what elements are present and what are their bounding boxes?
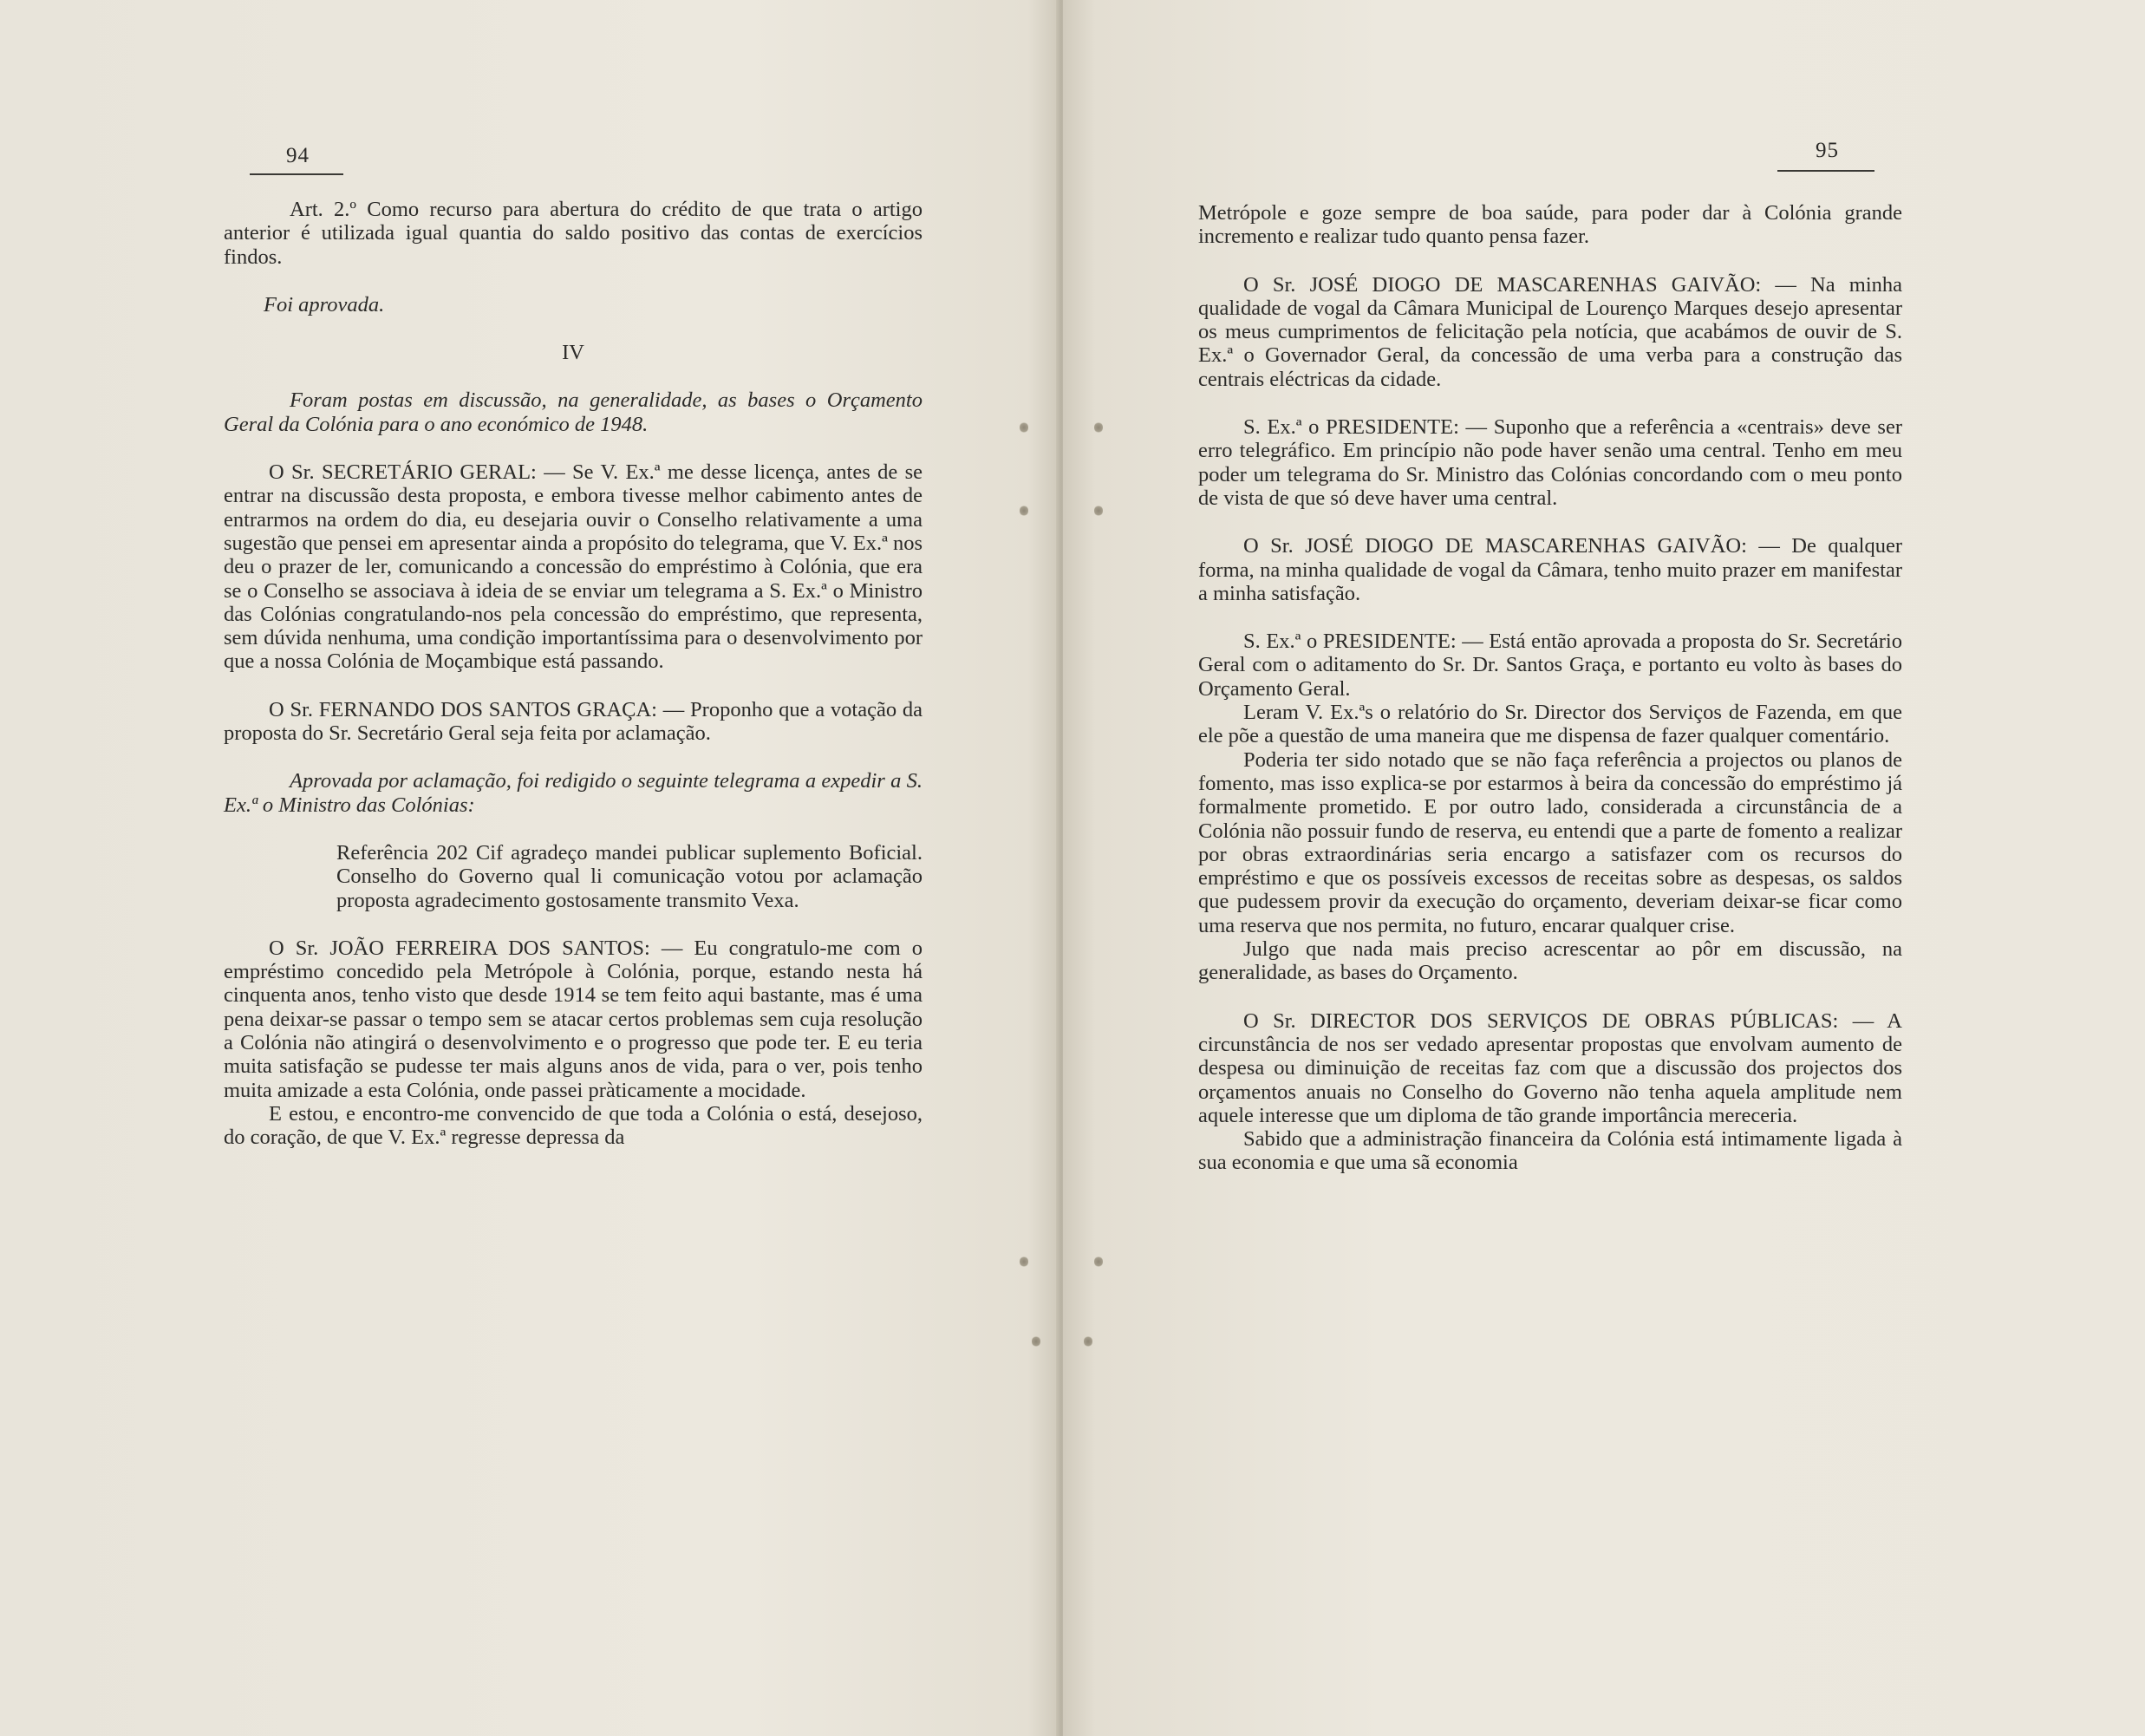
- paragraph-discussion-intro: Foram postas em discussão, na generalidade, as bases o Orçamento Geral da Colónia para o ano económico de 1948.: [224, 388, 923, 436]
- paragraph-secretario-geral: O Sr. SECRETÁRIO GERAL: — Se V. Ex.ª me desse licença, antes de se entrar na discussão desta proposta, e embora tivesse melhor cabimento antes de entrarmos na ordem do dia, eu desejaria ouvir o Conselho relativamente a uma sugestão que pensei em apresentar ainda a propósito do telegrama, que V. Ex.ª nos deu o prazer de ler, comunicando a concessão do empréstimo à Colónia, que era se o Conselho se associava à ideia de se enviar um telegrama a S. Ex.ª o Ministro das Colónias congratulando-nos pela concessão do empréstimo, que representa, sem dúvida nenhuma, uma condição importantíssima para o desenvolvimento por que a nossa Colónia de Moçambique está passando.: [224, 460, 923, 674]
- binding-mark: [1094, 421, 1103, 434]
- paragraph-telegram-text: Referência 202 Cif agradeço mandei publicar suplemento Boficial. Conselho do Governo qual li comunicação votou por aclamação proposta agradecimento gostosamente transmito Vexa.: [336, 840, 923, 912]
- paragraph-obras-publicas: O Sr. DIRECTOR DOS SERVIÇOS DE OBRAS PÚBLICAS: — A circunstância de nos ser vedado apresentar propostas que envolvam aumento de despesa ou diminuição de receitas faz com que a discussão dos projectos dos orçamentos anuais no Conselho do Governo não tenha aquela amplitude nem aquele interesse que um diploma de tão grande importância mereceria.: [1198, 1008, 1902, 1127]
- binding-mark: [1020, 505, 1028, 517]
- paragraph-article-2: Art. 2.º Como recurso para abertura do crédito de que trata o artigo anterior é utilizada igual quantia do saldo positivo das contas de exercícios findos.: [224, 198, 923, 269]
- binding-mark: [1084, 1335, 1092, 1348]
- page-number: 94: [286, 144, 310, 167]
- binding-mark: [1020, 421, 1028, 434]
- right-text-column: [1198, 201, 1902, 1175]
- paragraph-fomento: Poderia ter sido notado que se não faça referência a projectos ou planos de fomento, mas isso explica-se por estarmos à beira da concessão do empréstimo já formalmente prometido. E por outro lado, considerada a circunstância de a Colónia não possuir fundo de reserva, eu entendi que a parte de fomento a realizar por obras extraordinárias seria encargo a satisfazer com os recursos do empréstimo e que os possíveis excessos de receitas sobre as despesas, os saldos que pudessem provir da execução do orçamento, deveriam deixar-se ficar como uma reserva que nos permita, no futuro, encarar qualquer crise.: [1198, 747, 1902, 937]
- page-number-rule: [250, 173, 343, 175]
- page-number: 95: [1816, 139, 1839, 162]
- paragraph-metropole: Metrópole e goze sempre de boa saúde, para poder dar à Colónia grande incremento e realizar tudo quanto pensa fazer.: [1198, 201, 1902, 249]
- paragraph-ferreira-dos-santos: O Sr. JOÃO FERREIRA DOS SANTOS: — Eu congratulo-me com o empréstimo concedido pela Metrópole à Colónia, porque, estando nesta há cinquenta anos, tenho visto que desde 1914 se tem feito aqui bastante, mas é uma pena deixar-se passar o tempo sem se atacar certos problemas sem cuja resolução a Colónia não atingirá o desenvolvimento e o progresso que pode ter. E eu teria muita satisfação se pudesse ter mais alguns anos de vida, para o ver, pois tenho muita amizade a esta Colónia, onde passei pràticamente a mocidade.: [224, 936, 923, 1102]
- right-page: [1063, 0, 2145, 1736]
- paragraph-approved: Foi aprovada.: [264, 292, 385, 317]
- binding-mark: [1020, 1256, 1028, 1268]
- page-number-rule: [1777, 170, 1874, 172]
- paragraph-telegram-intro: Aprovada por aclamação, foi redigido o seguinte telegrama a expedir a S. Ex.ª o Ministro das Colónias:: [224, 769, 923, 817]
- paragraph-relatorio: Leram V. Ex.ªs o relatório do Sr. Director dos Serviços de Fazenda, em que ele põe a questão de uma maneira que me dispensa de fazer qualquer comentário.: [1198, 701, 1902, 748]
- paragraph-julgo: Julgo que nada mais preciso acrescentar ao pôr em discussão, na generalidade, as bases do Orçamento.: [1198, 937, 1902, 985]
- paragraph-gaivao-1: O Sr. JOSÉ DIOGO DE MASCARENHAS GAIVÃO: — Na minha qualidade de vogal da Câmara Municipal de Lourenço Marques desejo apresentar os meus cumprimentos de felicitação pela notícia, que acabámos de ouvir de S. Ex.ª o Governador Geral, da concessão de uma verba para a construção das centrais eléctricas da cidade.: [1198, 272, 1902, 391]
- binding-mark: [1094, 1256, 1103, 1268]
- paragraph-gaivao-2: O Sr. JOSÉ DIOGO DE MASCARENHAS GAIVÃO: — De qualquer forma, na minha qualidade de vogal da Câmara, tenho muito prazer em manifestar a minha satisfação.: [1198, 534, 1902, 605]
- binding-mark: [1032, 1335, 1040, 1348]
- paragraph-santos-graca: O Sr. FERNANDO DOS SANTOS GRAÇA: — Proponho que a votação da proposta do Sr. Secretário Geral seja feita por aclamação.: [224, 697, 923, 746]
- binding-mark: [1094, 505, 1103, 517]
- left-page: [0, 0, 1059, 1736]
- paragraph-regresse: E estou, e encontro-me convencido de que toda a Colónia o está, desejoso, do coração, de que V. Ex.ª regresse depressa da: [224, 1101, 923, 1150]
- paragraph-administracao: Sabido que a administração financeira da Colónia está intimamente ligada à sua economia e que uma sã economia: [1198, 1127, 1902, 1175]
- paragraph-presidente-2: S. Ex.ª o PRESIDENTE: — Está então aprovada a proposta do Sr. Secretário Geral com o aditamento do Sr. Dr. Santos Graça, e portanto eu volto às bases do Orçamento Geral.: [1198, 630, 1902, 701]
- left-text-column: [224, 198, 923, 1150]
- paragraph-presidente-1: S. Ex.ª o PRESIDENTE: — Suponho que a referência a «centrais» deve ser erro telegráfico. Em princípio não pode haver senão uma central. Tenho em meu poder um telegrama do Sr. Ministro das Colónias concordando com o meu ponto de vista de que só deve haver uma central.: [1198, 415, 1902, 510]
- section-heading-iv: IV: [562, 341, 584, 365]
